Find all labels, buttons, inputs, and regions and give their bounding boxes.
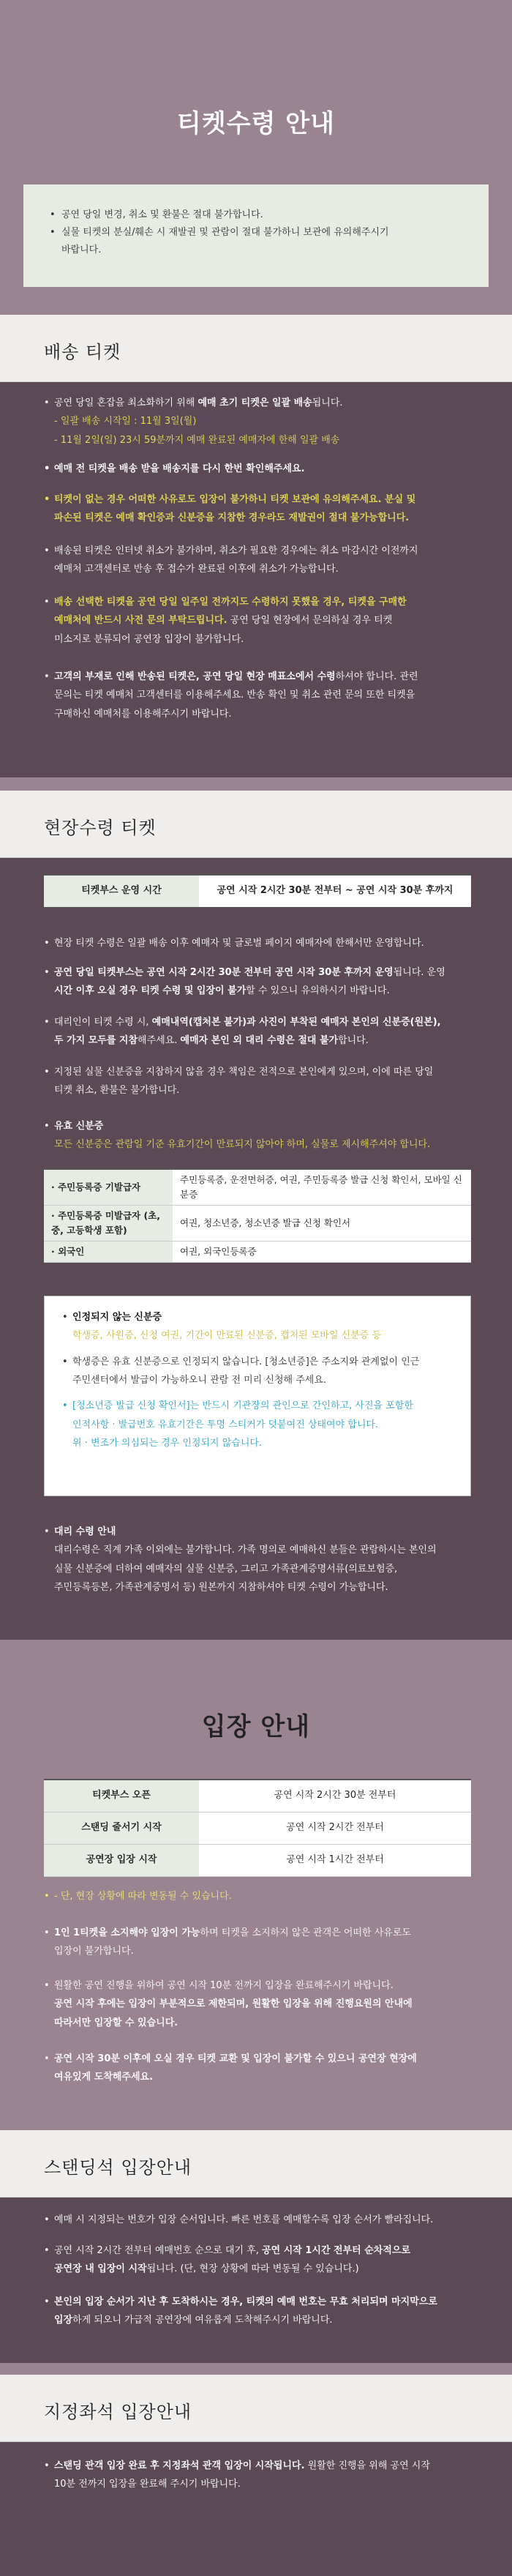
entry-bullet: • 원활한 공연 진행을 위하여 공연 시작 10분 전까지 입장을 완료해주시기 바랍니다. 공연 시작 후에는 입장이 부분적으로 제한되며, 원활한 입장을 위해 진행요원의 안내에 따라서만 입장할 수 있습니다.: [44, 1976, 475, 2032]
delivery-bullet: • 예매 전 티켓을 배송 받을 배송지를 다시 한번 확인해주세요.: [44, 460, 475, 478]
valid-id-block: • 유효 신분증 모든 신분증은 관람일 기준 유효기간이 만료되지 않아야 하며, 실물로 제시해주셔야 합니다.: [44, 1117, 475, 1154]
onsite-bullet: • 대리인이 티켓 수령 시, 예매내역(캡처본 불가)과 사진이 부착된 예매자 본인의 신분증(원본), 두 가지 모두를 지참해주세요. 예매자 본인 외 대리 수령은 절대 불가합니다.: [44, 1013, 475, 1050]
standing-bullet: • 본인의 입장 순서가 지난 후 도착하시는 경우, 티켓의 예매 번호는 무효 처리되며 마지막으로 입장하게 되오니 가급적 공연장에 여유롭게 도착해주시기 바랍니다.: [44, 2293, 475, 2330]
reserved-header: [0, 2375, 512, 2442]
table-row: · 주민등록증 미발급자 (초, 중, 고등학생 포함) 여권, 청소년증, 청소년증 발급 신청 확인서: [44, 1206, 471, 1242]
notice-item: • 실물 티켓의 분실/훼손 시 재발권 및 관람이 절대 불가하니 보관에 유의해주시기 바랍니다.: [50, 224, 462, 259]
standing-bullet: • 공연 시작 2시간 전부터 예매번호 순으로 대기 후, 공연 시작 1시간 전부터 순차적으로 공연장 내 입장이 시작됩니다. (단, 현장 상황에 따라 변동될 수 있습니다.): [44, 2241, 475, 2279]
invalid-id-warning: • [청소년증 발급 신청 확인서]는 반드시 기관장의 관인으로 간인하고, 사진을 포함한 인적사항 · 발급번호 유효기간은 투명 스티커가 덧붙여진 상태여야 합니다. 위 · 변조가 의심되는 경우 인정되지 않습니다.: [62, 1397, 456, 1452]
delivery-section: [0, 315, 512, 777]
section-heading: 지정좌석 입장안내: [44, 2402, 192, 2422]
onsite-bullet: • 공연 당일 티켓부스는 공연 시작 2시간 30분 전부터 공연 시작 30분 후까지 운영됩니다. 운영 시간 이후 오실 경우 티켓 수령 및 입장이 불가할 수 있으니 유의하시기 바랍니다.: [44, 963, 475, 1001]
table-row: · 외국인 여권, 외국인등록증: [44, 1242, 471, 1263]
standing-section: [0, 2130, 512, 2363]
table-row: 공연장 입장 시작 공연 시작 1시간 전부터: [44, 1844, 471, 1876]
entry-bullet: • 1인 1티켓을 소지해야 입장이 가능하며 티켓을 소지하지 않은 관객은 어떠한 사유로도 입장이 불가합니다.: [44, 1924, 475, 1961]
entry-time-table: [44, 1779, 471, 1877]
reserved-bullet: • 스탠딩 관객 입장 완료 후 지정좌석 관객 입장이 시작됩니다. 원활한 진행을 위해 공연 시작 10분 전까지 입장을 완료해 주시기 바랍니다.: [44, 2457, 475, 2494]
notice-item: • 공연 당일 변경, 취소 및 환불은 절대 불가합니다.: [50, 206, 462, 224]
entry-title: 입장 안내: [201, 1712, 311, 1741]
delivery-bullet: • 티켓이 없는 경우 어떠한 사유로도 입장이 불가하니 티켓 보관에 유의해주세요. 분실 및 파손된 티켓은 예매 확인증과 신분증을 지참한 경우라도 재발권이 절대 불가능합니다.: [44, 490, 475, 528]
delivery-bullet: • 공연 당일 혼잡을 최소화하기 위해 예매 초기 티켓은 일괄 배송됩니다. - 일괄 배송 시작일 : 11월 3일(월) - 11월 2일(일) 23시 59분까지 예매 완료된 예매자에 한해 일괄 배송: [44, 394, 475, 449]
section-heading: 스탠딩석 입장안내: [44, 2157, 192, 2178]
invalid-id-note: • 학생증은 유효 신분증으로 인정되지 않습니다. [청소년증]은 주소지와 관계없이 인근 주민센터에서 발급이 가능하오니 관람 전 미리 신청해 주세요.: [62, 1353, 456, 1390]
table-row: · 주민등록증 기발급자 주민등록증, 운전면허증, 여권, 주민등록증 발급 신청 확인서, 모바일 신분증: [44, 1169, 471, 1206]
delivery-bullet: • 배송 선택한 티켓을 공연 당일 일주일 전까지도 수령하지 못했을 경우, 티켓을 구매한 예매처에 반드시 사전 문의 부탁드립니다. 공연 당일 현장에서 문의하실 경우 티켓 미소지로 분류되어 공연장 입장이 불가합니다.: [44, 593, 475, 649]
standing-header: [0, 2130, 512, 2198]
onsite-header: [0, 791, 512, 858]
table-row: 스탠딩 줄서기 시작 공연 시작 2시간 전부터: [44, 1812, 471, 1844]
notice-box: [23, 184, 489, 287]
onsite-bullet: • 지정된 실물 신분증을 지참하지 않을 경우 책임은 전적으로 본인에게 있으며, 이에 따른 당일 티켓 취소, 환불은 불가합니다.: [44, 1063, 475, 1100]
entry-bullet: • 공연 시작 30분 이후에 오실 경우 티켓 교환 및 입장이 불가할 수 있으니 공연장 현장에 여유있게 도착해주세요.: [44, 2050, 475, 2087]
standing-bullet: • 예매 시 지정되는 번호가 입장 순서입니다. 빠른 번호를 예매할수록 입장 순서가 빨라집니다.: [44, 2211, 475, 2229]
onsite-bullet: • 현장 티켓 수령은 일괄 배송 이후 예매자 및 글로벌 페이지 예매자에 한해서만 운영합니다.: [44, 934, 475, 952]
delivery-bullet: • 고객의 부재로 인해 반송된 티켓은, 공연 당일 현장 매표소에서 수령하셔야 합니다. 관련 문의는 티켓 예매처 고객센터를 이용해주세요. 반송 확인 및 취소 관련 문의 또한 티켓을 구매하신 예매처를 이용해주시기 바랍니다.: [44, 668, 475, 723]
onsite-section: [0, 791, 512, 1640]
reserved-section: [0, 2375, 512, 2576]
proxy-block: • 대리 수령 안내 대리수령은 직계 가족 이외에는 불가합니다. 가족 명의로 예매하신 분들은 관람하시는 본인의 실물 신분증에 더하여 예매자의 실물 신분증, 그리고 가족관계증명서류(의료보험증, 주민등록등본, 가족관계증명서 등) 원본까지 지참하셔야 티켓 수령이 가능합니다.: [44, 1523, 475, 1597]
delivery-header: [0, 315, 512, 382]
invalid-id-box: [44, 1296, 471, 1496]
booth-hours-table: [44, 874, 471, 908]
table-row: 티켓부스 오픈 공연 시작 2시간 30분 전부터: [44, 1780, 471, 1812]
booth-hours-label: 티켓부스 운영 시간: [44, 875, 199, 908]
page-title: 티켓수령 안내: [177, 109, 335, 138]
invalid-id-heading: • 인정되지 않는 신분증 학생증, 사원증, 신청 여권, 기간이 만료된 신분증, 캡처된 모바일 신분증 등: [62, 1308, 456, 1345]
valid-id-table: [44, 1168, 471, 1263]
section-heading: 배송 티켓: [44, 342, 121, 362]
entry-note: • - 단, 현장 상황에 따라 변동될 수 있습니다.: [44, 1887, 475, 1905]
delivery-bullet: • 배송된 티켓은 인터넷 취소가 불가하며, 취소가 필요한 경우에는 취소 마감시간 이전까지 예매처 고객센터로 반송 후 접수가 완료된 이후에 취소가 가능합니다.: [44, 542, 475, 579]
section-heading: 현장수령 티켓: [44, 818, 157, 838]
booth-hours-value: 공연 시작 2시간 30분 전부터 ~ 공연 시작 30분 후까지: [217, 885, 453, 897]
